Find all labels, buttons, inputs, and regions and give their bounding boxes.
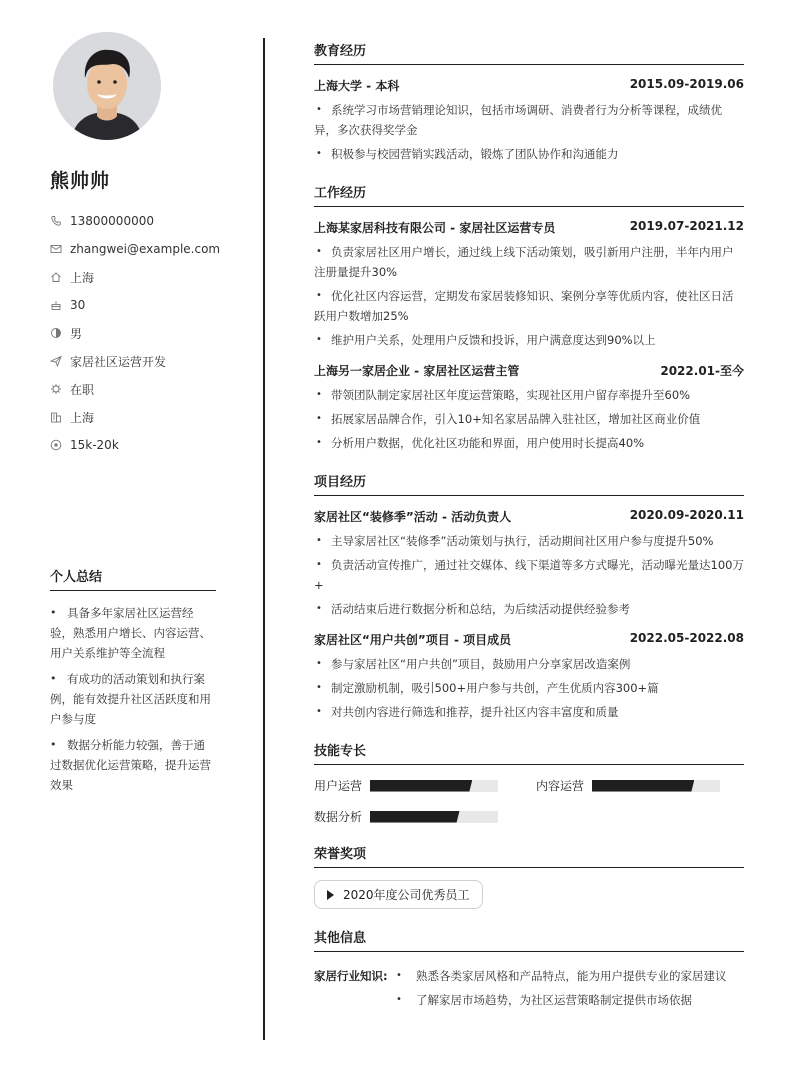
entry-header (314, 362, 744, 379)
bullet-item: • 维护用户关系，处理用户反馈和投诉，用户满意度达到90%以上 (314, 330, 744, 350)
info-text: 家居社区运营开发 (70, 354, 167, 369)
info-text: 上海 (70, 270, 95, 285)
section-title: 项目经历 (314, 471, 744, 496)
bullet-item: • 积极参与校园营销实践活动，锻炼了团队协作和沟通能力 (314, 144, 744, 164)
bullet-item: • 优化社区内容运营，定期发布家居装修知识、案例分享等优质内容，使社区日活跃用户数增加25% (314, 286, 744, 326)
info-email (50, 235, 221, 263)
entry-org: 上海某家居科技有限公司 - 家居社区运营专员 (314, 221, 556, 235)
entry-header (314, 77, 744, 94)
other-info (314, 966, 744, 1014)
skill-bar-fill (592, 780, 694, 792)
entry-date: 2015.09-2019.06 (629, 77, 744, 91)
bullet-item: • 负责活动宣传推广，通过社交媒体、线下渠道等多方式曝光，活动曝光量达100万+ (314, 555, 744, 595)
entry-header (314, 631, 744, 648)
bullet-item: • 熟悉各类家居风格和产品特点，能为用户提供专业的家居建议 (394, 966, 727, 986)
entry-bullets (314, 531, 744, 619)
entry-bullets (314, 100, 744, 164)
summary-item: • 有成功的活动策划和执行案例，能有效提升社区活跃度和用户参与度 (50, 669, 216, 729)
send-icon (50, 355, 62, 367)
entry-bullets (314, 654, 744, 722)
skill-name: 内容运营 (536, 779, 585, 793)
entry-date: 2022.05-2022.08 (629, 631, 744, 645)
skill-bar-fill (370, 780, 472, 792)
bullet-item: • 了解家居市场趋势，为社区运营策略制定提供市场依据 (394, 990, 727, 1010)
skill-item (314, 777, 536, 794)
other-label: 家居行业知识: (314, 969, 388, 983)
avatar (53, 32, 161, 140)
sidebar (50, 32, 221, 459)
award-item (314, 880, 483, 909)
entry-bullets (314, 242, 744, 350)
building-icon (50, 411, 62, 423)
column-divider (263, 38, 265, 1040)
skills-section (314, 740, 744, 825)
entry-org: 家居社区“装修季”活动 - 活动负责人 (314, 510, 512, 524)
entry-date: 2019.07-2021.12 (629, 219, 744, 233)
info-city (50, 403, 218, 431)
contact-info (50, 207, 221, 459)
other-list (394, 966, 727, 1014)
entry-header (314, 219, 744, 236)
section-title: 其他信息 (314, 927, 744, 952)
summary-list (50, 603, 216, 795)
info-salary (50, 431, 218, 459)
triangle-icon (327, 890, 334, 900)
work-section (314, 182, 744, 453)
info-age (50, 291, 218, 319)
info-text: 上海 (70, 410, 95, 425)
info-text: 男 (70, 326, 83, 341)
skill-bar (592, 780, 720, 792)
bullet-item: • 对共创内容进行筛选和推荐，提升社区内容丰富度和质量 (314, 702, 744, 722)
phone-icon (50, 215, 62, 227)
info-target-role (50, 347, 218, 375)
info-text: 15k-20k (70, 438, 119, 452)
info-text: 30 (70, 298, 86, 312)
skill-name: 数据分析 (314, 810, 363, 824)
skills-grid (314, 777, 744, 825)
avatar-photo (53, 32, 161, 140)
info-text: 13800000000 (70, 214, 154, 228)
bullet-item: • 系统学习市场营销理论知识，包括市场调研、消费者行为分析等课程，成绩优异，多次获得奖学金 (314, 100, 744, 140)
bullet-item: • 分析用户数据，优化社区功能和界面，用户使用时长提高40% (314, 433, 744, 453)
status-icon (50, 383, 62, 395)
candidate-name: 熊帅帅 (50, 170, 111, 192)
summary-section (50, 566, 216, 801)
summary-item: • 数据分析能力较强，善于通过数据优化运营策略，提升运营效果 (50, 735, 216, 795)
bullet-item: • 负责家居社区用户增长，通过线上线下活动策划，吸引新用户注册，半年内用户注册量提升30% (314, 242, 744, 282)
skill-bar-fill (370, 811, 460, 823)
skill-name: 用户运营 (314, 779, 363, 793)
mail-icon (50, 243, 62, 255)
cake-icon (50, 299, 62, 311)
info-phone (50, 207, 218, 235)
summary-title: 个人总结 (50, 566, 216, 591)
info-text: zhangwei@example.com (70, 242, 221, 256)
info-text: 在职 (70, 382, 95, 397)
skill-item (536, 777, 744, 794)
home-icon (50, 271, 62, 283)
section-title: 工作经历 (314, 182, 744, 207)
info-status (50, 375, 218, 403)
entry-date: 2020.09-2020.11 (629, 508, 744, 522)
entry-date: 2022.01-至今 (660, 364, 744, 378)
bullet-item: • 主导家居社区“装修季”活动策划与执行，活动期间社区用户参与度提升50% (314, 531, 744, 551)
skill-bar (370, 780, 498, 792)
section-title: 技能专长 (314, 740, 744, 765)
bullet-item: • 参与家居社区“用户共创”项目，鼓励用户分享家居改造案例 (314, 654, 744, 674)
skill-item (314, 808, 536, 825)
bullet-item: • 制定激励机制，吸引500+用户参与共创，产生优质内容300+篇 (314, 678, 744, 698)
bullet-item: • 活动结束后进行数据分析和总结，为后续活动提供经验参考 (314, 599, 744, 619)
skill-bar (370, 811, 498, 823)
bullet-item: • 拓展家居品牌合作，引入10+知名家居品牌入驻社区，增加社区商业价值 (314, 409, 744, 429)
main-content (314, 40, 744, 1032)
entry-header (314, 508, 744, 525)
entry-org: 家居社区“用户共创”项目 - 项目成员 (314, 633, 512, 647)
entry-org: 上海大学 - 本科 (314, 79, 400, 93)
summary-item: • 具备多年家居社区运营经验，熟悉用户增长、内容运营、用户关系维护等全流程 (50, 603, 216, 663)
section-title: 教育经历 (314, 40, 744, 65)
projects-section (314, 471, 744, 722)
info-location (50, 263, 218, 291)
award-text: 2020年度公司优秀员工 (343, 888, 470, 902)
awards-section (314, 843, 744, 909)
education-section (314, 40, 744, 164)
bullet-item: • 带领团队制定家居社区年度运营策略，实现社区用户留存率提升至60% (314, 385, 744, 405)
salary-icon (50, 439, 62, 451)
section-title: 荣誉奖项 (314, 843, 744, 868)
entry-bullets (314, 385, 744, 453)
other-section (314, 927, 744, 1014)
info-gender (50, 319, 218, 347)
entry-org: 上海另一家居企业 - 家居社区运营主管 (314, 364, 520, 378)
gender-icon (50, 327, 62, 339)
